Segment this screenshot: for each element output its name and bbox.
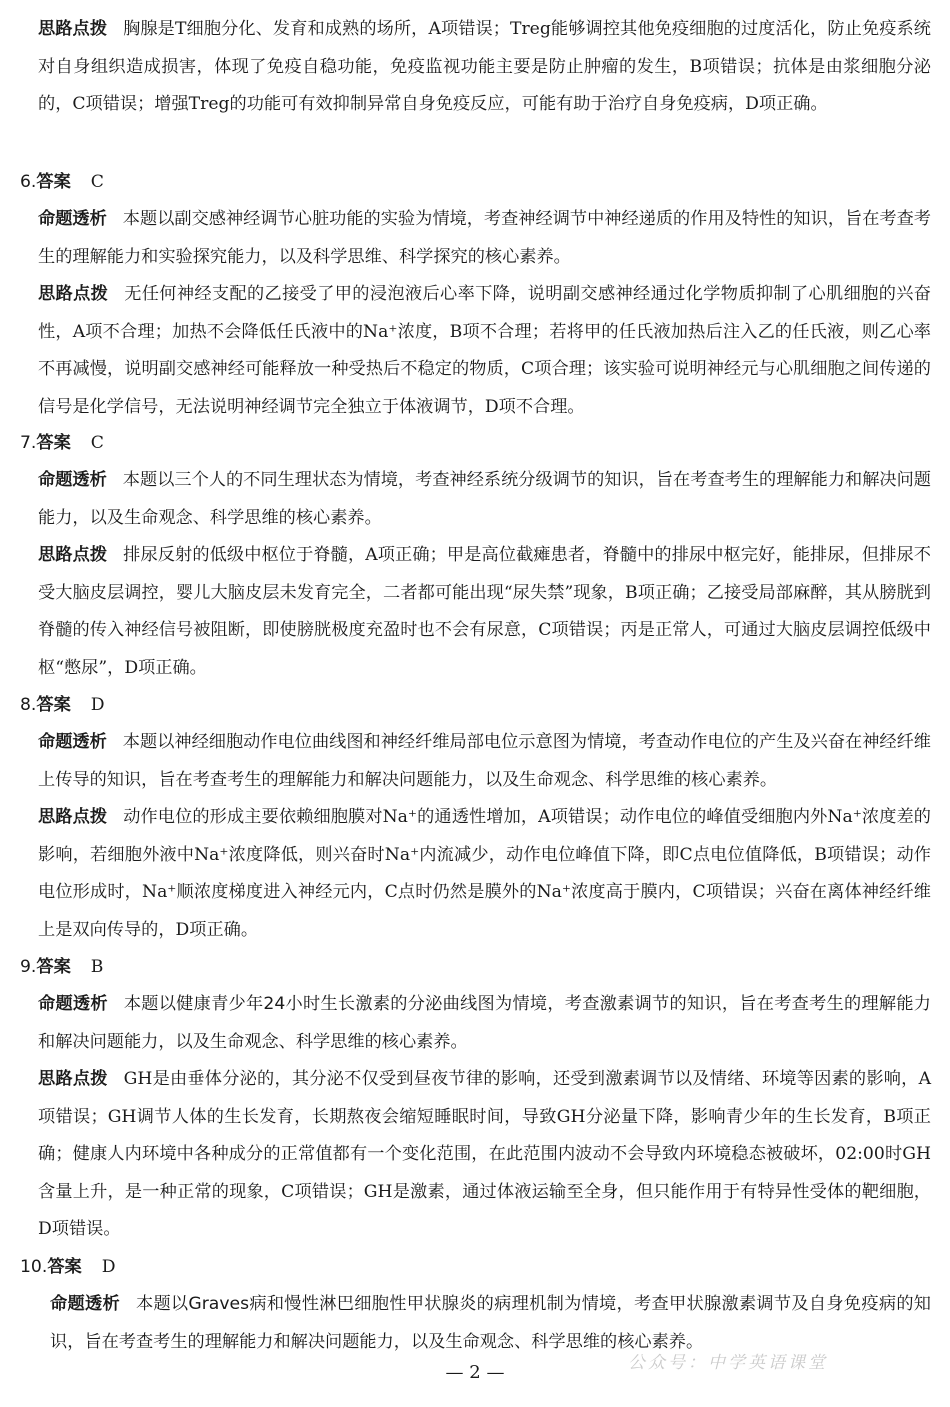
q8-answer-line [20, 690, 105, 720]
q9-intent [38, 986, 931, 1061]
q9-answer-line [20, 952, 103, 982]
q9-intent-text: 本题以健康青少年24小时生长激素的分泌曲线图为情境，考查激素调节的知识，旨在考查考生的理解能力和解决问题能力，以及生命观念、科学思维的核心素养。 [38, 994, 931, 1052]
analysis-label: 思路点拨 [38, 1069, 108, 1089]
q8-answer-value: D [90, 695, 105, 715]
analysis-label: 思路点拨 [38, 19, 108, 39]
intent-label: 命题透析 [50, 1294, 120, 1314]
analysis-label: 思路点拨 [38, 807, 108, 827]
answer-label: 答案 [36, 695, 71, 715]
q10-number: 10. [20, 1257, 48, 1277]
q6-analysis-text: 无任何神经支配的乙接受了甲的浸泡液后心率下降，说明副交感神经通过化学物质抑制了心肌细胞的兴奋性，A项不合理；加热不会降低任氏液中的Na⁺浓度，B项不合理；若将甲的任氏液加热后注入乙的任氏液，则乙心率不再减慢，说明副交感神经可能释放一种受热后不稳定的物质，C项合理；该实验可说明神经元与心肌细胞之间传递的信号是化学信号，无法说明神经调节完全独立于体液调节，D项不合理。 [38, 284, 931, 417]
q6-answer-value: C [90, 172, 104, 192]
q6-analysis [38, 276, 931, 426]
q8-intent [38, 724, 931, 799]
q10-answer-line [20, 1252, 116, 1282]
q9-analysis-text: GH是由垂体分泌的，其分泌不仅受到昼夜节律的影响，还受到激素调节以及情绪、环境等因素的影响，A项错误；GH调节人体的生长发育，长期熬夜会缩短睡眠时间，导致GH分泌量下降，影响青少年的生长发育，B项正确；健康人内环境中各种成分的正常值都有一个变化范围，在此范围内波动不会导致内环境稳态被破坏，02:00时GH含量上升，是一种正常的现象，C项错误；GH是激素，通过体液运输至全身，但只能作用于有特异性受体的靶细胞，D项错误。 [38, 1069, 931, 1239]
analysis-label: 思路点拨 [38, 545, 108, 565]
q6-answer-line [20, 167, 104, 197]
q7-intent [38, 462, 931, 537]
q9-analysis [38, 1061, 931, 1249]
q10-intent-text: 本题以Graves病和慢性淋巴细胞性甲状腺炎的病理机制为情境，考查甲状腺激素调节及自身免疫病的知识，旨在考查考生的理解能力和解决问题能力，以及生命观念、科学思维的核心素养。 [50, 1294, 931, 1352]
answer-label: 答案 [47, 1257, 82, 1277]
answer-label: 答案 [36, 433, 71, 453]
intent-label: 命题透析 [38, 209, 107, 229]
intent-label: 命题透析 [38, 994, 108, 1014]
q9-number: 9. [20, 957, 37, 977]
q7-intent-text: 本题以三个人的不同生理状态为情境，考查神经系统分级调节的知识，旨在考查考生的理解能力和解决问题能力，以及生命观念、科学思维的核心素养。 [38, 470, 931, 528]
analysis-label: 思路点拨 [38, 284, 109, 304]
page-number: — 2 — [445, 1362, 505, 1383]
q7-analysis-text: 排尿反射的低级中枢位于脊髓，A项正确；甲是高位截瘫患者，脊髓中的排尿中枢完好，能排尿，但排尿不受大脑皮层调控，婴儿大脑皮层未发育完全，二者都可能出现“尿失禁”现象，B项正确；乙接受局部麻醉，其从膀胱到脊髓的传入神经信号被阻断，即使膀胱极度充盈时也不会有尿意，C项错误；丙是正常人，可通过大脑皮层调控低级中枢“憋尿”，D项正确。 [38, 545, 931, 678]
q8-number: 8. [20, 695, 37, 715]
answer-label: 答案 [36, 172, 71, 192]
q7-answer-value: C [90, 433, 104, 453]
q5-analysis [38, 11, 931, 124]
q7-number: 7. [20, 433, 37, 453]
q8-analysis-text: 动作电位的形成主要依赖细胞膜对Na⁺的通透性增加，A项错误；动作电位的峰值受细胞内外Na⁺浓度差的影响，若细胞外液中Na⁺浓度降低，则兴奋时Na⁺内流减少，动作电位峰值下降，即C点电位值降低，B项错误；动作电位形成时，Na⁺顺浓度梯度进入神经元内，C点时仍然是膜外的Na⁺浓度高于膜内，C项错误；兴奋在离体神经纤维上是双向传导的，D项正确。 [38, 807, 931, 940]
q9-answer-value: B [90, 957, 104, 977]
q5-analysis-text: 胸腺是T细胞分化、发育和成熟的场所，A项错误；Treg能够调控其他免疫细胞的过度活化，防止免疫系统对自身组织造成损害，体现了免疫自稳功能，免疫监视功能主要是防止肿瘤的发生，B项错误；抗体是由浆细胞分泌的，C项错误；增强Treg的功能可有效抑制异常自身免疫反应，可能有助于治疗自身免疫病，D项正确。 [38, 19, 931, 114]
intent-label: 命题透析 [38, 732, 107, 752]
q7-answer-line [20, 428, 104, 458]
answer-label: 答案 [36, 957, 71, 977]
q6-intent [38, 201, 931, 276]
q8-analysis [38, 799, 931, 949]
q6-intent-text: 本题以副交感神经调节心脏功能的实验为情境，考查神经调节中神经递质的作用及特性的知识，旨在考查考生的理解能力和实验探究能力，以及科学思维、科学探究的核心素养。 [38, 209, 931, 267]
watermark: 公众号：中学英语课堂 [628, 1353, 828, 1373]
q7-analysis [38, 537, 931, 687]
q10-answer-value: D [101, 1257, 116, 1277]
q8-intent-text: 本题以神经细胞动作电位曲线图和神经纤维局部电位示意图为情境，考查动作电位的产生及兴奋在神经纤维上传导的知识，旨在考查考生的理解能力和解决问题能力，以及生命观念、科学思维的核心素养。 [38, 732, 931, 790]
intent-label: 命题透析 [38, 470, 107, 490]
q6-number: 6. [20, 172, 37, 192]
